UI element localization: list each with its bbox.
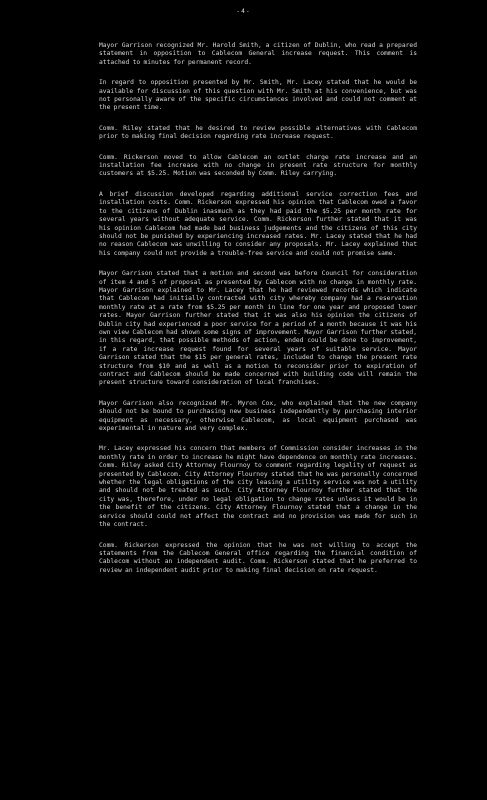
paragraph-garrison-statement: Mayor Garrison stated that a motion and second was before Council for consideration of item 4 and 5 of proposal as presented by Cablecom with no change in monthly rate. Mayor Garrison explained to Mr. Lacey that he had reviewed records which indicate that Cablecom had initially contracted with city whereby company had a reservation monthly rate at a rate from $5.25 per month in line for one year and proposed lower rates. Mayor Garrison further stated that it was also his opinion the citizens of Dublin city had experienced a poor service for a period of a month because it was his own view Cablecom had shown some signs of improvement. Mayor Garrison further stated, in this regard, that possible methods of action, ended could be done to improvement, if a rate increase request found for several years of suitable service. Mayor Garrison stated that the $15 per general rates, included to change the present rate structure from $10 and as well as a motion to reconsider prior to expiration of contract and Cablecom should be made concerned with building code will remain the present structure toward consideration of local franchises. [99, 270, 417, 387]
paragraph-attorney-opinion: Mr. Lacey expressed his concern that members of Commission consider increases in the monthly rate in order to increase he might have dependence on monthly rate increases. Comm. Riley asked City Attorney Flournoy to comment regarding legality of request as presented by Cablecom. City Attorney Flournoy stated that he was personally concerned whether the legal obligations of the city leasing a utility service was not a utility and should not be treated as such. City Attorney Flournoy further stated that the city was, therefore, under no legal obligation to change rates unless it would be in the benefit of the citizens. City Attorney Flournoy stated that a change in the service should could not affect the contract and no provision was made for such in the contract. [99, 445, 417, 529]
paragraph-riley-review: Comm. Riley stated that he desired to review possible alternatives with Cablecom prior to making final decision regarding rate increase request. [99, 124, 417, 141]
paragraph-service-discussion: A brief discussion developed regarding additional service correction fees and installation costs. Comm. Rickerson expressed his opinion that Cablecom owed a favor to the citizens of Dublin inasmuch as they had paid the $5.25 per month rate for several years without adequate service. Comm. Rickerson further stated that it was his opinion Cablecom had made bad business judgements and the citizens of this city should not be punished by experiencing increased rates. Mr. Lacey stated that he had no reason Cablecom was unwilling to consider any proposals. Mr. Lacey explained that his company could not provide a trouble-free service and could not promise same. [99, 190, 417, 257]
document-body [99, 42, 417, 587]
paragraph-audit-request: Comm. Rickerson expressed the opinion that he was not willing to accept the statements from the Cablecom General office regarding the financial condition of Cablecom without an independent audit. Comm. Rickerson stated that he preferred to review an independent audit prior to making final decision on rate request. [99, 541, 417, 574]
paragraph-smith-opposition: Mayor Garrison recognized Mr. Harold Smith, a citizen of Dublin, who read a prepared statement in opposition to Cablecom General increase request. This comment is attached to minutes for permanent record. [99, 42, 417, 66]
paragraph-rickerson-motion: Comm. Rickerson moved to allow Cablecom an outlet charge rate increase and an installation fee increase with no change in present rate structure for monthly customers at $5.25. Motion was seconded by Comm. Riley carrying. [99, 153, 417, 178]
page-number: -4- [236, 8, 251, 15]
paragraph-cox-statement: Mayor Garrison also recognized Mr. Myron Cox, who explained that the new company should not be bound to purchasing new business independently by purchasing interior equipment as necessary, otherwise Cablecom, as local equipment purchased was experimental in nature and very complex. [99, 399, 417, 433]
paragraph-lacey-response: In regard to opposition presented by Mr. Smith, Mr. Lacey stated that he would be available for discussion of this question with Mr. Smith at his convenience, but was not personally aware of the specific circumstances involved and could not comment at the present time. [99, 79, 417, 112]
